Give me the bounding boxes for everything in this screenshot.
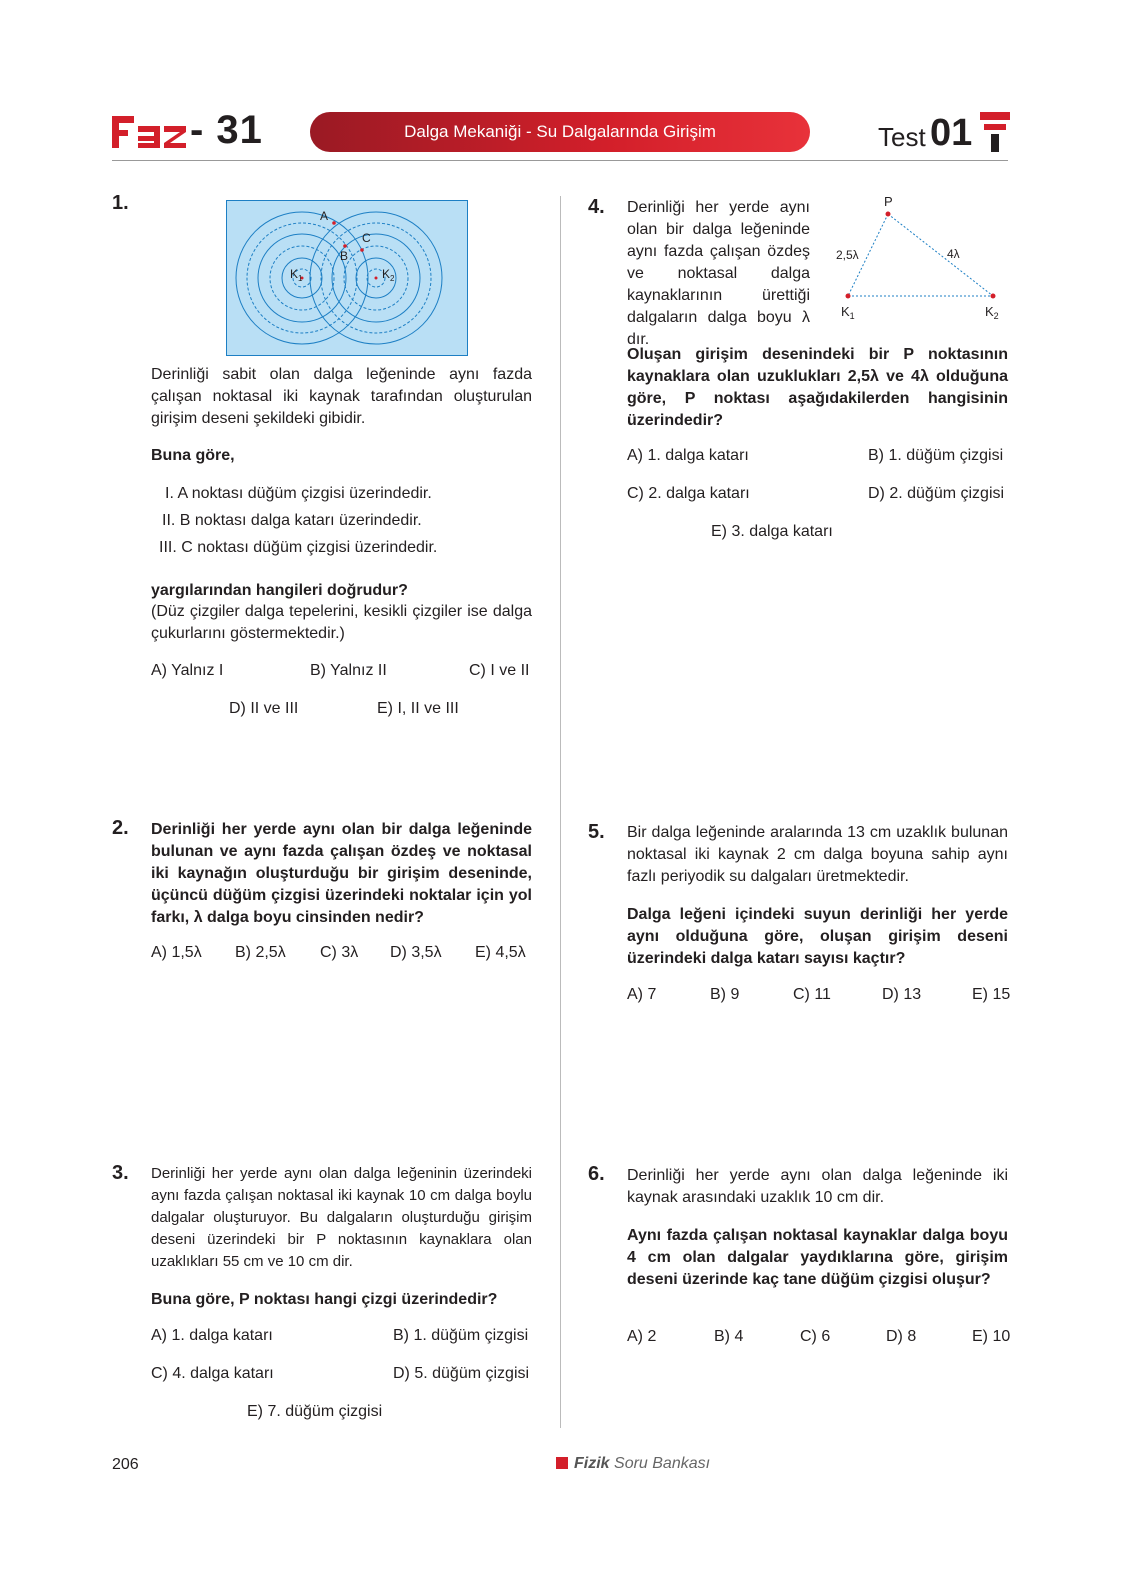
q1-note: (Düz çizgiler dalga tepelerini, kesikli çizgiler ise dalga çukurlarını göstermektedir.) (151, 603, 532, 642)
q6-intro: Derinliği her yerde aynı olan dalga leğeninde iki kaynak arasındaki uzaklık 10 cm dir. (627, 1167, 1008, 1206)
q4-label-d1: 2,5λ (836, 248, 859, 262)
q2-option-b[interactable]: B) 2,5λ (235, 944, 286, 961)
header-rule (112, 160, 1008, 161)
q2-option-e[interactable]: E) 4,5λ (475, 944, 526, 961)
q4-intro: Derinliği her yerde aynı olan bir dalga leğeninde aynı fazda çalışan özdeş ve noktasal dalga kaynaklarının ürettiği dalgaların dalga boyu λ dır. (627, 199, 810, 348)
q1-question: yargılarından hangileri doğrudur? (151, 582, 408, 599)
q5-option-d[interactable]: D) 13 (882, 986, 922, 1003)
q3-option-b[interactable]: B) 1. düğüm çizgisi (393, 1327, 529, 1344)
q6-question: Aynı fazda çalışan noktasal kaynaklar dalga boyu 4 cm olan dalgalar yaydıklarına göre, girişim deseni üzerinde kaç tane düğüm çizgisi oluşur? (627, 1227, 1008, 1288)
column-divider (560, 196, 561, 1428)
q2-option-c[interactable]: C) 3λ (320, 944, 359, 961)
q6-option-b[interactable]: B) 4 (714, 1328, 744, 1345)
footer-brand (556, 1455, 710, 1473)
q2-option-a[interactable]: A) 1,5λ (151, 944, 202, 961)
q1-label-k2: $K_2$ (382, 267, 395, 283)
q1-lead: Buna göre, (151, 447, 235, 464)
q3-option-c[interactable]: C) 4. dalga katarı (151, 1365, 274, 1382)
test-number: 01 (930, 112, 973, 154)
q3-intro: Derinliği her yerde aynı olan dalga leğeninin üzerindeki aynı fazda çalışan noktasal iki kaynak 10 cm dalga boylu dalgalar oluşturuyor. Bu dalgaların oluşturduğu girişim deseni üzerindeki bir P noktasının kaynaklara olan uzaklıkları 55 cm ve 10 cm dir. (151, 1165, 532, 1270)
q4-label-k2: $K_2$ (985, 304, 999, 321)
q4-label-p: P (884, 194, 893, 209)
q4-option-d[interactable]: D) 2. düğüm çizgisi (868, 485, 1005, 502)
q3-question: Buna göre, P noktası hangi çizgi üzerindedir? (151, 1291, 498, 1308)
q6-option-e[interactable]: E) 10 (972, 1328, 1011, 1345)
q1-intro: Derinliği sabit olan dalga leğeninde aynı fazda çalışan noktasal iki kaynak tarafından oluşturulan girişim deseni şekildeki gibidir. (151, 366, 532, 427)
q4-label-d2: 4λ (947, 247, 960, 261)
q5-question: Dalga leğeni içindeki suyun derinliği her yerde aynı olduğuna göre, oluşan girişim deseni üzerindeki dalga katarı sayısı kaçtır? (627, 906, 1008, 967)
q2-option-d[interactable]: D) 3,5λ (390, 944, 442, 961)
q4-question: Oluşan girişim desenindeki bir P noktasının kaynaklara olan uzuklukları 2,5λ ve 4λ olduğuna göre, P noktası aşağıdakilerden hangisinin üzerindedir? (627, 346, 1008, 429)
q1-number: 1. (112, 192, 129, 214)
q1-label-c: C (362, 231, 371, 245)
q3-option-e[interactable]: E) 7. düğüm çizgisi (247, 1403, 383, 1420)
q5-option-c[interactable]: C) 11 (793, 986, 831, 1003)
q4-option-e[interactable]: E) 3. dalga katarı (711, 523, 833, 540)
q6-option-c[interactable]: C) 6 (800, 1328, 831, 1345)
series-number: - 31 (190, 108, 263, 152)
q3-option-a[interactable]: A) 1. dalga katarı (151, 1327, 273, 1344)
q5-option-b[interactable]: B) 9 (710, 986, 740, 1003)
q2-number: 2. (112, 817, 129, 839)
brand-mark-icon (980, 112, 1014, 154)
q4-option-a[interactable]: A) 1. dalga katarı (627, 447, 749, 464)
chapter-banner: Dalga Mekaniği - Su Dalgalarında Girişim (310, 112, 810, 152)
q2-question: Derinliği her yerde aynı olan bir dalga leğeninde bulunan ve aynı fazda çalışan özdeş ve noktasal iki kaynağın oluşturduğu bir girişim deseninde, üçüncü düğüm çizgisi üzerindeki noktalar için yol farkı, λ dalga boyu cinsinden nedir? (151, 821, 532, 926)
q5-option-e[interactable]: E) 15 (972, 986, 1011, 1003)
q1-option-d[interactable]: D) II ve III (229, 700, 299, 717)
q1-option-e[interactable]: E) I, II ve III (377, 700, 459, 717)
q1-option-a[interactable]: A) Yalnız I (151, 662, 224, 679)
q6-number: 6. (588, 1163, 605, 1185)
q3-number: 3. (112, 1162, 129, 1184)
q6-option-d[interactable]: D) 8 (886, 1328, 917, 1345)
test-label: Test (878, 122, 926, 152)
q1-label-k1: $K_1$ (290, 267, 303, 283)
q4-option-b[interactable]: B) 1. düğüm çizgisi (868, 447, 1004, 464)
q3-option-d[interactable]: D) 5. düğüm çizgisi (393, 1365, 530, 1382)
q1-label-a: A (320, 209, 329, 223)
q5-intro: Bir dalga leğeninde aralarında 13 cm uzaklık bulunan noktasal iki kaynak 2 cm dalga boyuna sahip aynı fazlı periyodik su dalgaları üretmektedir. (627, 824, 1008, 885)
brand-square-icon (556, 1457, 568, 1469)
q1-interference-figure (226, 200, 468, 356)
q4-label-k1: $K_1$ (841, 304, 855, 321)
q1-statement-2: II. B noktası dalga katarı üzerindedir. (162, 512, 422, 529)
q6-option-a[interactable]: A) 2 (627, 1328, 657, 1345)
q1-option-b[interactable]: B) Yalnız II (310, 662, 387, 679)
q1-label-b: B (340, 249, 349, 263)
q1-option-c[interactable]: C) I ve II (469, 662, 530, 679)
q1-statement-3: III. C noktası düğüm çizgisi üzerindedir. (159, 539, 438, 556)
footer-brand-rest: Soru Bankası (614, 1455, 711, 1472)
page-number: 206 (112, 1456, 139, 1473)
q4-option-c[interactable]: C) 2. dalga katarı (627, 485, 750, 502)
q4-number: 4. (588, 196, 605, 218)
faz-logo (112, 112, 190, 152)
q5-option-a[interactable]: A) 7 (627, 986, 657, 1003)
q4-triangle-figure (835, 192, 1011, 322)
footer-brand-bold: Fizik (574, 1455, 610, 1472)
q1-statement-1: I. A noktası düğüm çizgisi üzerindedir. (165, 485, 432, 502)
q5-number: 5. (588, 821, 605, 843)
